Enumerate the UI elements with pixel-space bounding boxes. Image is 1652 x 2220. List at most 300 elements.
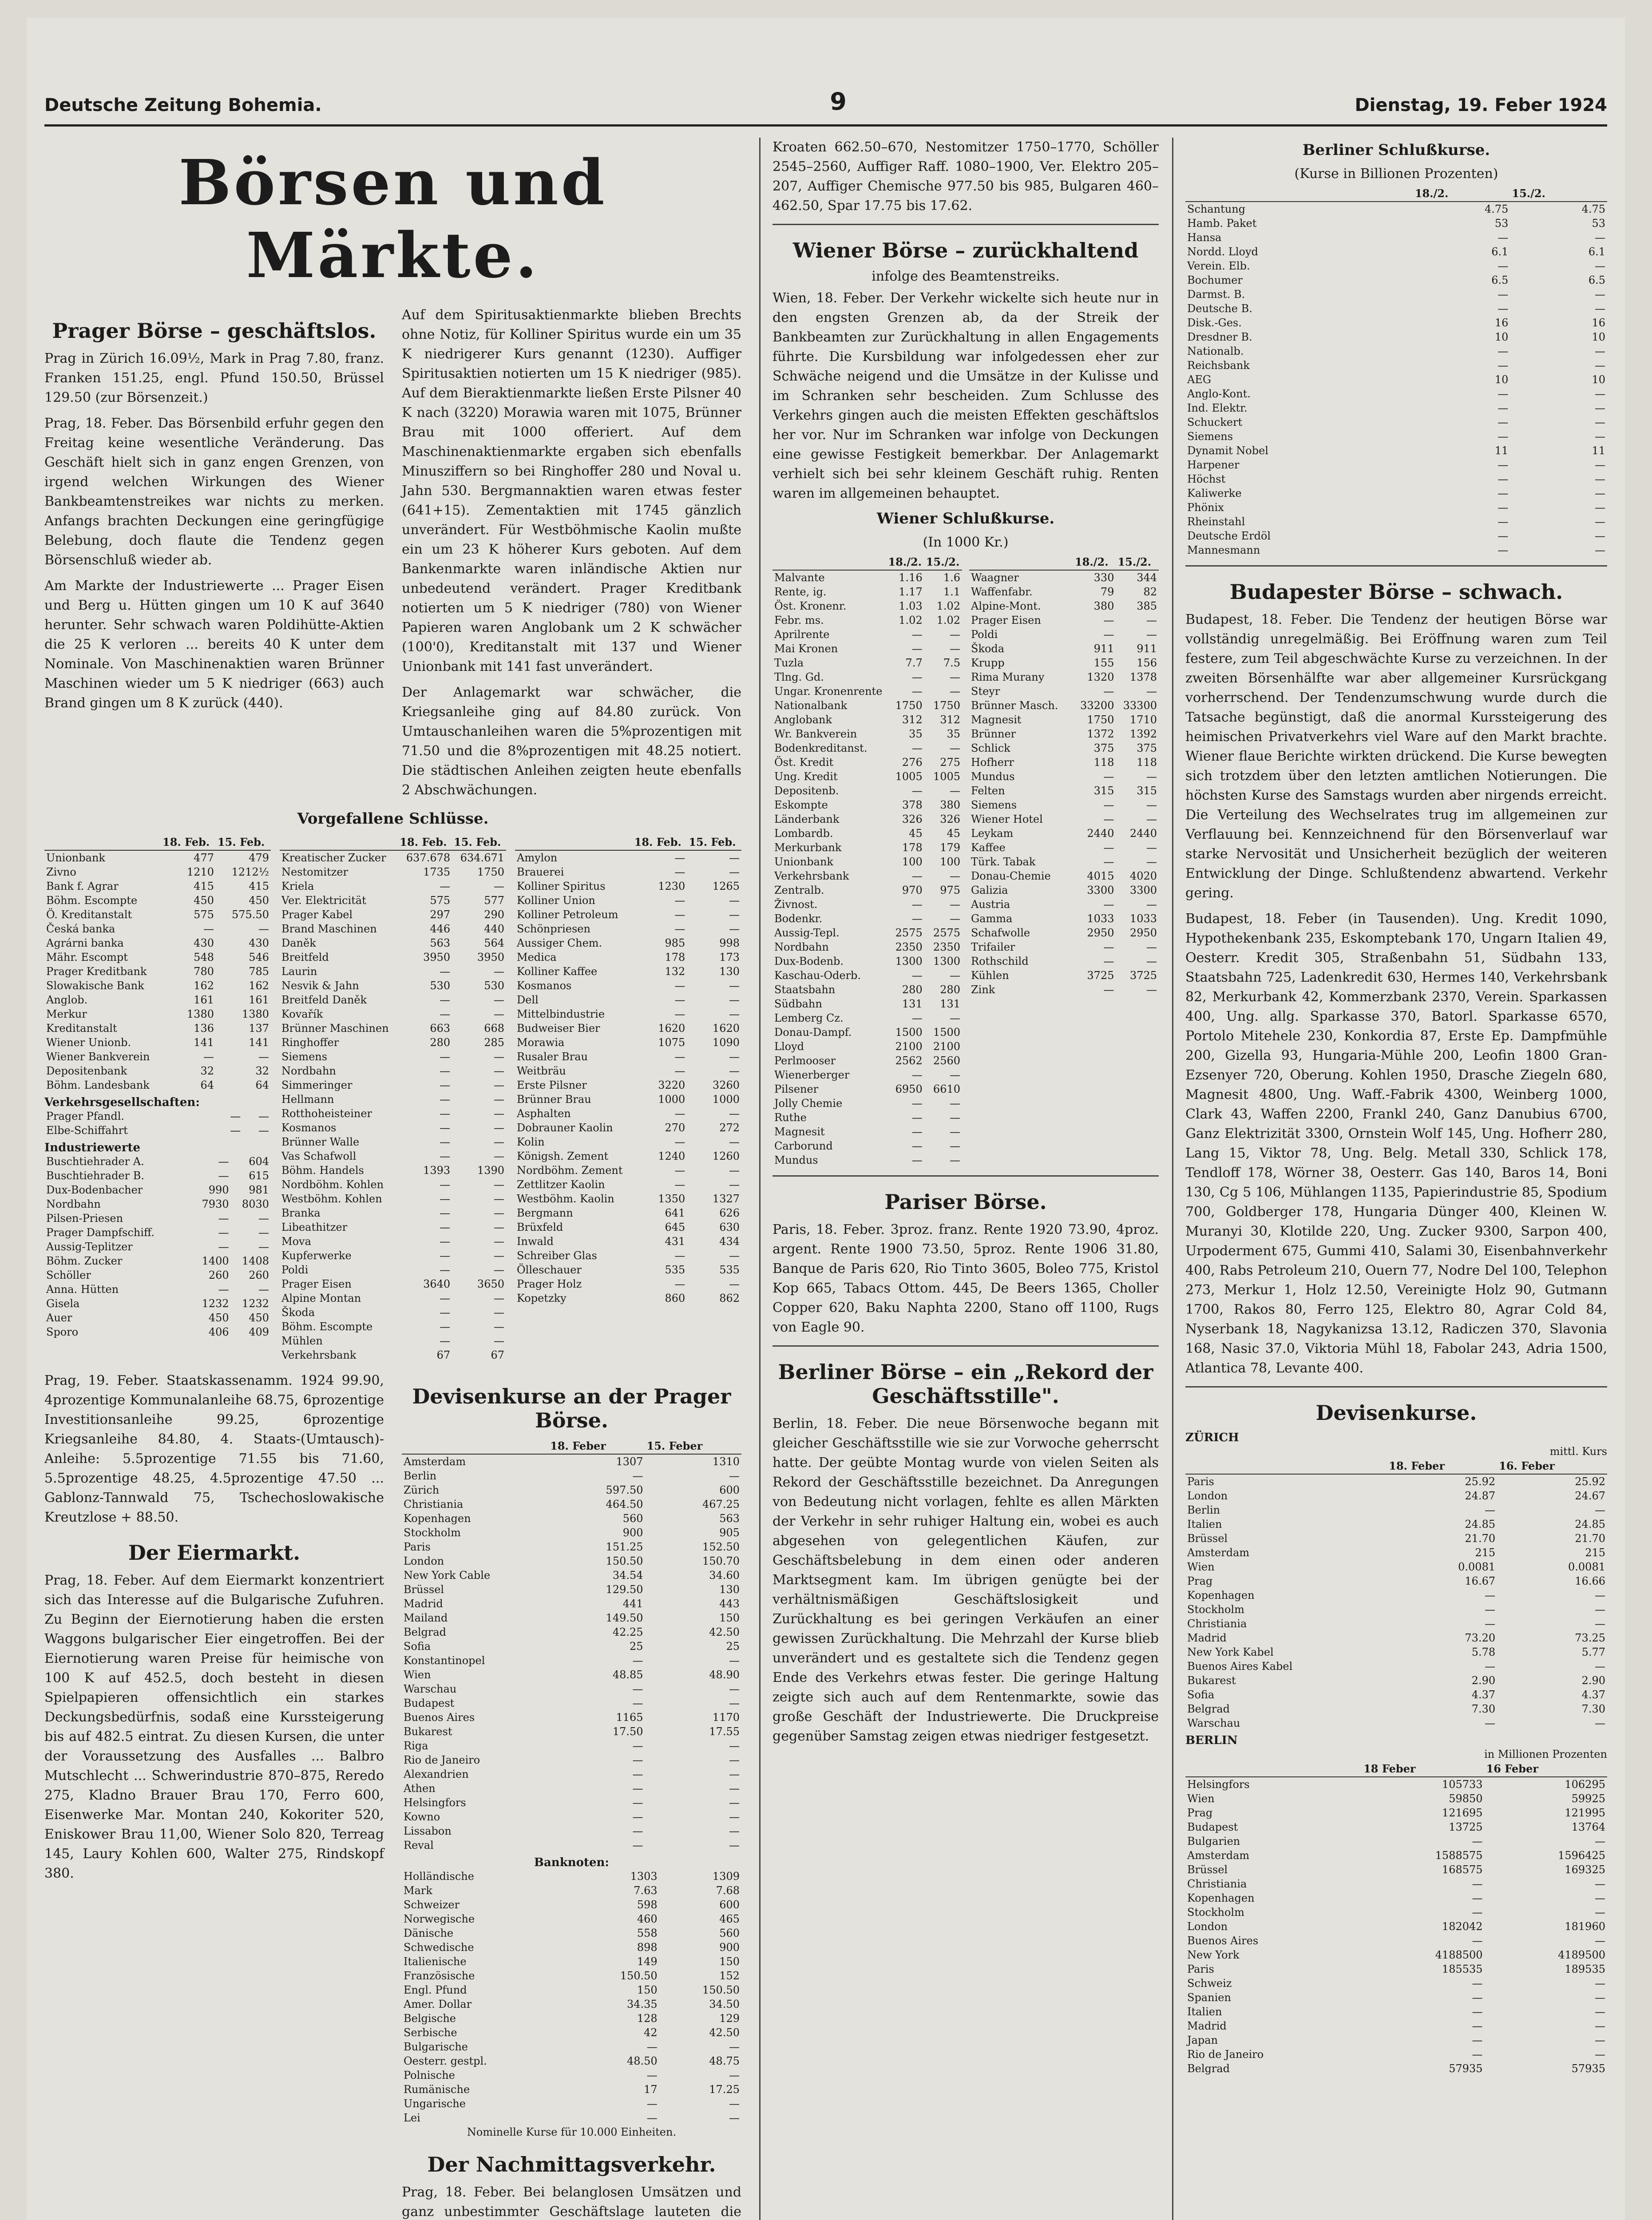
row-value: 378	[902, 799, 923, 811]
row-value: —	[1103, 856, 1114, 868]
table-row	[280, 1135, 506, 1149]
row-label: Siemens	[281, 1051, 328, 1063]
row-value: —	[1472, 1878, 1483, 1890]
row-value: —	[1595, 487, 1605, 500]
row-value: 312	[902, 714, 923, 726]
row-value: —	[729, 2112, 740, 2124]
row-value: 1500	[933, 1026, 960, 1039]
row-label: Bochumer	[1187, 274, 1243, 286]
row-value: 600	[719, 1899, 740, 1911]
row-value: 13764	[1571, 1821, 1605, 1833]
row-label: Warschau	[1187, 1717, 1240, 1729]
table-row	[280, 1192, 506, 1206]
row-value: —	[1595, 459, 1605, 471]
issue-date: Dienstag, 19. Feber 1924	[1355, 95, 1607, 115]
row-value: 34.54	[612, 1569, 643, 1582]
row-value: 141	[194, 1036, 214, 1049]
row-value: —	[911, 642, 923, 655]
row-value: 597.50	[606, 1484, 643, 1496]
table-row	[969, 954, 1159, 968]
row-value: 285	[484, 1036, 504, 1049]
row-label: Kaschau-Oderb.	[774, 969, 861, 982]
row-value: 3725	[1087, 969, 1114, 982]
table-row	[44, 1197, 271, 1211]
row-value: 13725	[1449, 1821, 1483, 1833]
table-row	[280, 1149, 506, 1163]
row-label: Bergmann	[517, 1207, 573, 1219]
row-value: —	[440, 1306, 451, 1319]
table-row	[515, 879, 741, 893]
row-label: Paris	[404, 1541, 431, 1553]
row-value: —	[1595, 2006, 1605, 2018]
row-label: Brünner Brau	[517, 1093, 591, 1106]
row-value: 17.25	[709, 2083, 740, 2096]
row-label: Mark	[404, 1884, 432, 1897]
paris-title: Pariser Börse.	[884, 1190, 1047, 1214]
table-row	[1185, 1934, 1607, 1948]
row-label: Verkehrsbank	[774, 870, 849, 882]
row-value: 161	[249, 994, 269, 1006]
table-row	[1185, 1834, 1607, 1848]
row-value: 1033	[1087, 912, 1114, 925]
row-value: —	[494, 1249, 504, 1262]
row-value: 132	[665, 965, 685, 978]
table-row	[280, 1234, 506, 1249]
row-value: 1750	[933, 699, 960, 712]
table-row	[280, 879, 506, 893]
row-value: 1380	[242, 1008, 269, 1020]
row-value: 4.75	[1484, 203, 1509, 215]
banknoten-table	[402, 1869, 741, 2125]
row-value: 637.678	[406, 852, 451, 864]
row-value: 178	[665, 951, 685, 963]
row-value: 998	[719, 937, 740, 949]
table-row	[969, 940, 1159, 954]
row-value: —	[950, 742, 960, 754]
row-label: Kopenhagen	[1187, 1892, 1255, 1904]
row-value: 641	[665, 1207, 685, 1219]
table-row	[44, 865, 271, 879]
row-value: 128	[637, 2012, 658, 2025]
row-value: —	[440, 1178, 451, 1191]
row-label: Amylon	[517, 852, 558, 864]
table-row	[515, 1249, 741, 1263]
row-value: —	[911, 969, 923, 982]
row-value: —	[1103, 841, 1114, 854]
row-label: Französische	[404, 1970, 475, 1982]
row-label: Zettlitzer Kaolin	[517, 1178, 605, 1191]
table-row	[773, 840, 962, 855]
row-value: —	[729, 1470, 740, 1482]
row-label: Waagner	[971, 571, 1019, 584]
row-label: Anglobank	[774, 714, 832, 726]
row-value: 780	[194, 965, 214, 978]
table-row	[1185, 1891, 1607, 1905]
row-value: —	[1146, 856, 1157, 868]
row-value: 118	[1093, 756, 1114, 769]
table-row	[1185, 2019, 1607, 2033]
row-value: 3300	[1087, 884, 1114, 896]
row-value: 2100	[895, 1040, 923, 1053]
row-value: —	[1485, 1589, 1496, 1602]
table-row	[1185, 1848, 1607, 1863]
row-value: 6.5	[1588, 274, 1605, 286]
row-value: —	[494, 1008, 504, 1020]
row-label: Sofia	[1187, 1689, 1215, 1701]
row-value: 168575	[1442, 1863, 1483, 1876]
row-label: Kowno	[404, 1811, 440, 1823]
table-row	[44, 1311, 271, 1325]
row-label: Kosmanos	[281, 1122, 337, 1134]
table-row	[773, 684, 962, 698]
row-value: 290	[484, 908, 504, 921]
budapest-title: Budapester Börse – schwach.	[1229, 580, 1563, 604]
row-value: 626	[719, 1207, 740, 1219]
table-row	[280, 1277, 506, 1291]
row-value: —	[494, 965, 504, 978]
table-row	[515, 1234, 741, 1249]
row-value: —	[1595, 402, 1605, 414]
row-value: 280	[902, 983, 923, 996]
row-value: 21.70	[1575, 1532, 1605, 1545]
row-value: 900	[719, 1941, 740, 1954]
table-row	[402, 1696, 741, 1710]
row-label: Alpine Montan	[281, 1292, 361, 1304]
row-label: Disk.-Ges.	[1187, 317, 1242, 329]
row-value: 4188500	[1435, 1949, 1483, 1961]
row-label: Rotthoheisteiner	[281, 1107, 372, 1120]
row-label: Dobrauner Kaolin	[517, 1122, 613, 1134]
table-row	[280, 1263, 506, 1277]
table-row	[402, 1554, 741, 1568]
row-value: 1.17	[899, 586, 923, 598]
row-label: Serbische	[404, 2026, 457, 2039]
row-value: —	[1595, 2020, 1605, 2032]
table-row	[402, 1883, 741, 1898]
row-label: Dänische	[404, 1927, 454, 1939]
row-value: —	[729, 1654, 740, 1667]
row-value: 4.37	[1471, 1689, 1496, 1701]
row-label: Dux-Bodenb.	[774, 955, 844, 967]
table-row	[1185, 1976, 1607, 1990]
row-value: 10	[1494, 373, 1509, 386]
table-row	[1185, 1792, 1607, 1806]
row-label: Buschtiehrader B.	[46, 1169, 145, 1182]
table-row	[1185, 1806, 1607, 1820]
row-value: 860	[665, 1292, 685, 1304]
row-value: —	[1472, 2020, 1483, 2032]
row-value: —	[632, 1796, 643, 1809]
berlin-close-sub: (Kurse in Billionen Prozenten)	[1294, 166, 1498, 182]
table-row	[515, 1192, 741, 1206]
row-value: —	[674, 1065, 685, 1077]
row-value: —	[440, 1008, 451, 1020]
closings-title: Vorgefallene Schlüsse.	[297, 810, 489, 828]
row-value: —	[1497, 388, 1509, 400]
table-row	[773, 1153, 962, 1167]
row-value: —	[646, 2112, 658, 2124]
table-row	[515, 936, 741, 950]
table-row	[969, 585, 1159, 599]
prague-closing-text: Prag, 19. Feber. Staatskassenamm. 1924 99.90, 4prozentige Kommunalanleihe 68.75, 6prozentige Investitionsanleihe 99.25, 6prozentige Kriegsanleihe 84.80, 4. Staats-(Umtausch)-Anleihe: 5.5prozentige 71.55 bis 71.60, 5.5prozentige 48.25, 4.5prozentige 47.50 ... Gablonz-Tannwald 75, Tschechoslowakische Kreutzlose + 88.50.	[44, 1373, 384, 1525]
row-value: —	[911, 1140, 923, 1152]
table-row	[1185, 515, 1607, 529]
row-label: Kreatischer Zucker	[281, 852, 386, 864]
table-row	[969, 599, 1159, 613]
table-row	[280, 1334, 506, 1348]
table-row	[1185, 472, 1607, 486]
table-row	[773, 1125, 962, 1139]
row-value: 16.67	[1465, 1575, 1496, 1587]
row-value: 136	[194, 1022, 214, 1035]
row-value: 975	[940, 884, 960, 896]
row-value: 1750	[1087, 714, 1114, 726]
row-value: —	[950, 685, 960, 698]
row-value: 152	[719, 1970, 740, 1982]
row-value: 280	[940, 983, 960, 996]
row-label: Madrid	[404, 1598, 443, 1610]
row-value: 7.30	[1471, 1703, 1496, 1715]
row-value: 645	[665, 1221, 685, 1233]
row-value: —	[494, 1335, 504, 1347]
row-value: 4020	[1129, 870, 1157, 882]
row-value: 330	[1093, 571, 1114, 584]
row-value: —	[1595, 2034, 1605, 2046]
row-label: Helsingfors	[1187, 1778, 1250, 1791]
row-value: 604	[249, 1155, 269, 1168]
row-value: —	[1497, 302, 1509, 315]
table-row	[402, 1983, 741, 1997]
table-row	[1185, 301, 1607, 316]
row-label: Südbahn	[774, 998, 822, 1010]
table-row	[402, 2040, 741, 2054]
row-label: Rusaler Brau	[517, 1051, 588, 1063]
row-value: —	[1103, 799, 1114, 811]
row-label: Ungarische	[404, 2097, 466, 2110]
row-value: —	[950, 1012, 960, 1024]
zurich-sub: mittl. Kurs	[1549, 1445, 1607, 1458]
row-value: 6.1	[1491, 246, 1509, 258]
row-label: Schweiz	[1187, 1977, 1232, 1990]
row-label: Rima Murany	[971, 671, 1045, 683]
row-label: Ver. Elektricität	[281, 894, 366, 907]
prague-right	[402, 305, 741, 806]
row-label: Prager Kabel	[281, 908, 353, 921]
row-value: —	[440, 1292, 451, 1304]
row-value: —	[440, 1051, 451, 1063]
row-value: —	[1485, 1504, 1496, 1516]
row-value: —	[911, 1069, 923, 1081]
row-label: Kaliwerke	[1187, 487, 1242, 500]
table-row	[1185, 1588, 1607, 1602]
row-value: —	[646, 2097, 658, 2110]
row-label: Hamb. Paket	[1187, 217, 1257, 230]
row-label: Oesterr. gestpl.	[404, 2055, 487, 2067]
row-label: Magnesit	[971, 714, 1022, 726]
row-value: 1.03	[899, 600, 923, 612]
row-value: —	[440, 1122, 451, 1134]
table-row	[402, 1597, 741, 1611]
row-label: Unionbank	[46, 852, 105, 864]
table-row	[515, 979, 741, 993]
row-value: —	[950, 912, 960, 925]
row-label: Madrid	[1187, 1632, 1227, 1644]
row-value: 1710	[1129, 714, 1157, 726]
banknoten-label: Banknoten:	[534, 1856, 610, 1869]
row-label: Ruthe	[774, 1111, 807, 1124]
row-value: 530	[484, 979, 504, 992]
table-row	[969, 798, 1159, 812]
row-value: —	[1497, 345, 1509, 357]
table-row	[773, 1082, 962, 1096]
row-value: 17.55	[709, 1725, 740, 1738]
page-number: 9	[830, 87, 847, 115]
row-label: Perlmooser	[774, 1054, 836, 1067]
row-value: 21.70	[1465, 1532, 1496, 1545]
row-value: —	[1103, 770, 1114, 783]
row-value: 434	[719, 1235, 740, 1248]
row-value: 149.50	[606, 1612, 643, 1624]
table-row	[402, 1869, 741, 1883]
table-row	[280, 922, 506, 936]
row-value: 575	[194, 908, 214, 921]
table-row	[402, 2097, 741, 2111]
row-value: 981	[249, 1184, 269, 1196]
table-row	[1185, 401, 1607, 415]
vienna-table-left	[773, 555, 962, 1167]
row-value: 1380	[186, 1008, 214, 1020]
table-row	[280, 850, 506, 865]
table-row	[773, 812, 962, 826]
row-label: Westböhm. Kaolin	[517, 1193, 614, 1205]
table-row	[1185, 1905, 1607, 1919]
row-value: 150.50	[702, 1984, 740, 1996]
row-value: 441	[622, 1598, 643, 1610]
row-value: —	[729, 866, 740, 878]
row-value: 34.50	[709, 1998, 740, 2010]
row-value: —	[258, 1051, 269, 1063]
row-value: 326	[902, 813, 923, 825]
row-value: —	[632, 1654, 643, 1667]
table-row	[402, 1469, 741, 1483]
row-value: —	[1472, 1835, 1483, 1847]
row-label: Česká banka	[46, 923, 115, 935]
row-value: 100	[902, 856, 923, 868]
table-row	[1185, 1962, 1607, 1976]
row-label: Mailand	[404, 1612, 448, 1624]
table-row	[1185, 529, 1607, 543]
row-value: —	[1146, 614, 1157, 626]
row-value: —	[911, 870, 923, 882]
row-label: Dynamit Nobel	[1187, 444, 1268, 457]
row-value: 1210	[186, 866, 214, 878]
row-label: Nordbahn	[281, 1065, 336, 1077]
row-value: 668	[484, 1022, 504, 1035]
row-label: Hellmann	[281, 1093, 334, 1106]
prague-bottom-left	[44, 1371, 384, 2220]
table-row	[402, 1912, 741, 1926]
row-label: Kosmanos	[517, 979, 572, 992]
table-row	[44, 1007, 271, 1021]
row-value: 1390	[477, 1164, 504, 1177]
row-value: —	[1595, 515, 1605, 528]
row-value: 2350	[895, 941, 923, 953]
row-value: —	[1595, 302, 1605, 315]
table-row	[44, 1035, 271, 1050]
industry-list-table: 18. Feb. 15. Feb. Kreatischer Zucker 637.678 634.671 Nestomitzer 1735 1750 Kriela — — Ver. Elektricität 575 577 Prager Kabel 297 290 Brand Maschinen 446 440 Daněk 563 564 Breitfeld 3950 3950 Laurin — — Nesvik & Jahn 530 530 Breitfeld Daněk — — Kovařík — — Brünner Maschinen 663 668 Ringhoffer 280 285 Siemens — — Nordbahn — — Simmeringer — — Hellmann — — Rotthoheisteiner — — Kosmanos — — Brünner Walle — — Vas Schafwoll — — Böhm. Handels 1393 1390 Nordböhm. Kohlen — — Westböhm. Kohlen — — Branka — — Libeathitzer — — Mova — — Kupferwerke — — Poldi — — Prager Eisen 3640 3650 Alpine Montan — — Škoda — — Böhm. Escompte — — Mühlen — — Verkehrsbank 67 67	[280, 835, 506, 1362]
row-value: —	[674, 1249, 685, 1262]
row-value: —	[1595, 1935, 1605, 1947]
row-value: 11	[1494, 444, 1509, 457]
row-value: —	[1497, 430, 1509, 443]
row-value: —	[1595, 345, 1605, 357]
table-row	[1185, 500, 1607, 515]
row-label: Wien	[1187, 1561, 1215, 1573]
row-label: Brüssel	[404, 1583, 444, 1596]
row-value: 45	[909, 827, 923, 840]
row-label: Agrárni banka	[46, 937, 124, 949]
row-value: —	[674, 866, 685, 878]
row-value: 3640	[423, 1278, 451, 1290]
row-value: —	[440, 1335, 451, 1347]
row-value: —	[1497, 473, 1509, 485]
row-value: 385	[1137, 600, 1157, 612]
row-label: Škoda	[281, 1306, 315, 1319]
row-value: —	[218, 1212, 229, 1225]
row-value: —	[1595, 1603, 1605, 1616]
row-value: —	[1146, 813, 1157, 825]
row-label: Kolin	[517, 1136, 545, 1148]
table-row	[280, 1348, 506, 1362]
berlin-dev-sub: in Millionen Prozenten	[1484, 1748, 1607, 1760]
table-row	[280, 1035, 506, 1050]
table-row	[773, 713, 962, 727]
row-value: 1005	[895, 770, 923, 783]
table-row	[1185, 543, 1607, 557]
row-label: Rio de Janeiro	[1187, 2048, 1264, 2061]
berlin-dev-label: BERLIN	[1185, 1734, 1238, 1747]
row-value: 25.92	[1465, 1475, 1496, 1488]
row-value: 1320	[1087, 671, 1114, 683]
prague-summary: Prag in Zürich 16.09½, Mark in Prag 7.80, franz. Franken 151.25, engl. Pfund 150.50, Brüssel 129.50 (zur Börsenzeit.)	[44, 351, 384, 405]
table-row	[515, 1106, 741, 1121]
row-label: Nordd. Lloyd	[1187, 246, 1258, 258]
table-row	[515, 964, 741, 979]
row-value: —	[1497, 402, 1509, 414]
row-label: Madrid	[1187, 2020, 1227, 2032]
table-row	[1185, 1919, 1607, 1934]
row-label: Zentralb.	[774, 884, 824, 896]
table-row	[515, 1035, 741, 1050]
row-value: —	[674, 894, 685, 907]
newspaper-page	[27, 18, 1625, 2220]
vienna-table-title: Wiener Schlußkurse.	[876, 510, 1055, 527]
table-row	[44, 1325, 271, 1339]
egg-text: Prag, 18. Feber. Auf dem Eiermarkt konzentriert sich das Interesse auf die Bulgarische Zufuhren. Zu Beginn der Eiernotierung haben die ersten Waggons bulgarischer Eier eingetroffen. Bei der Eiernotierung waren Preise für heimische von 100 K auf 452.5, doch besteht in diesen Spielpapieren offensichtlich ein starkes Deckungsbedürfnis, sodaß eine Kurssteigerung bis auf 482.5 eintrat. Zu diesen Kursen, die unter der Voraussetzung des Ausfalles ... Balbro Mutschlecht ... Schwerindustrie 870–875, Reredo 275, Kladno Brauer Brau 170, Ferro 600, Eisenwerke Mar. Montan 240, Kokoriter 520, Eniskower Brau 11,00, Wiener Solo 820, Terreag 145, Laury Kohlen 600, Walter 275, Rindskopf 380.	[44, 1573, 384, 1881]
row-value: 535	[719, 1264, 740, 1276]
table-row	[44, 1064, 271, 1078]
row-value: 25.92	[1575, 1475, 1605, 1488]
row-label: Bukarest	[404, 1725, 452, 1738]
row-label: Böhm. Zucker	[46, 1255, 123, 1267]
table-row	[515, 1291, 741, 1305]
table-row	[969, 684, 1159, 698]
row-value: —	[1497, 359, 1509, 372]
row-label: Gisela	[46, 1297, 80, 1310]
table-row	[969, 869, 1159, 883]
table-row	[1185, 444, 1607, 458]
table-row	[280, 1305, 506, 1320]
